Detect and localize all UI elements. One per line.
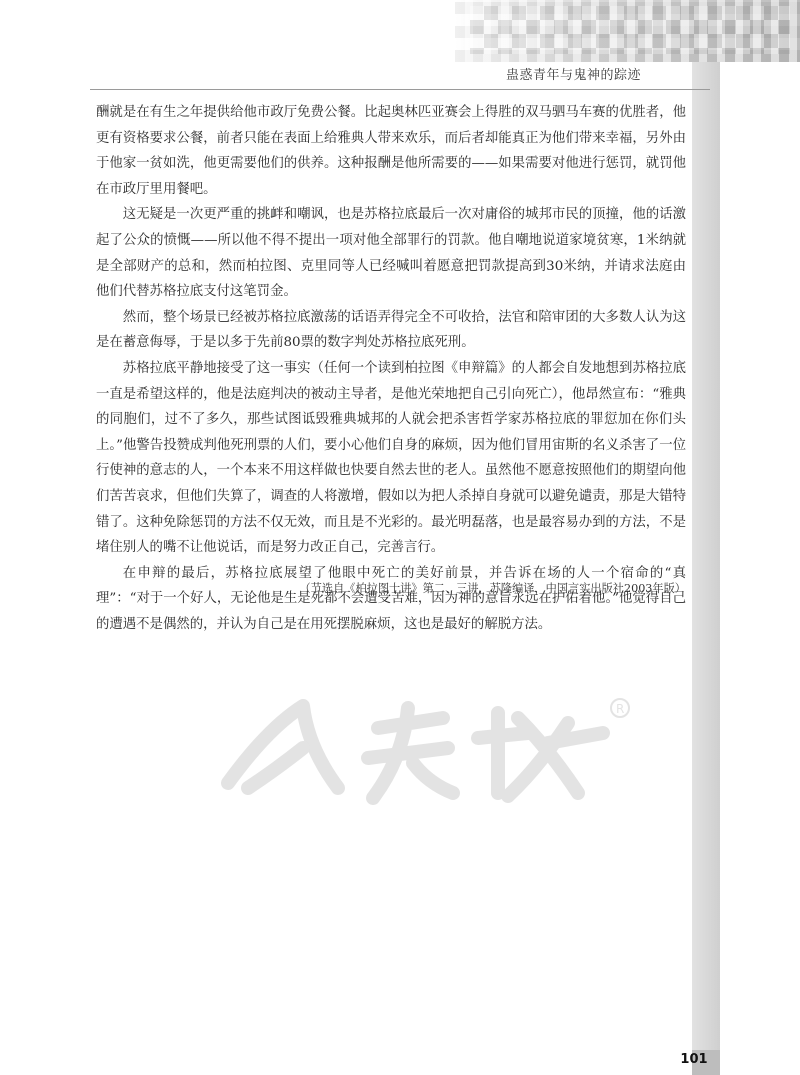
paragraph-2: 这无疑是一次更严重的挑衅和嘲讽，也是苏格拉底最后一次对庸俗的城邦市民的顶撞，他的话激起了公众的愤慨——所以他不得不提出一项对他全部罪行的罚款。他自嘲地说道家境贫寒，1米纳就是全部财产的总和，然而柏拉图、克里同等人已经喊叫着愿意把罚款提高到30米纳，并请求法庭由他们代替苏格拉底支付这笔罚金。	[96, 207, 686, 300]
header-rule	[90, 89, 710, 90]
paragraph-1: 酬就是在有生之年提供给他市政厅免费公餐。比起奥林匹亚赛会上得胜的双马驷马车赛的优胜者，他更有资格要求公餐，前者只能在表面上给雅典人带来欢乐，而后者却能真正为他们带来幸福，另外由于他家一贫如洗，他更需要他们的供养。这种报酬是他所需要的——如果需要对他进行惩罚，就罚他在市政厅里用餐吧。	[96, 105, 686, 197]
paragraph-5: 在申辩的最后，苏格拉底展望了他眼中死亡的美好前景，并告诉在场的人一个宿命的“真理”：“对于一个好人，无论他是生是死都不会遭受苦难，因为神的意旨永远在护佑着他。”他觉得自己的遭遇不是偶然的，并认为自己是在用死摆脱麻烦，这也是最好的解脱方法。	[96, 565, 686, 632]
source-citation: （节选自《柏拉图十讲》第二、三讲，苏隆编译，中国言实出版社2003年版）	[299, 582, 686, 595]
running-title: 蛊惑青年与鬼神的踪迹	[506, 68, 642, 83]
header-checker-pattern	[470, 6, 790, 54]
page-number: 101	[680, 1052, 708, 1067]
paragraph-4: 苏格拉底平静地接受了这一事实（任何一个读到柏拉图《申辩篇》的人都会自发地想到苏格拉底一直是希望这样的，他是法庭判决的被动主导者，是他光荣地把自己引向死亡），他昂然宣布：“雅典的同胞们，过不了多久，那些试图诋毁雅典城邦的人就会把杀害哲学家苏格拉底的罪愆加在你们头上。”他警告投赞成判他死刑票的人们，要小心他们自身的麻烦，因为他们冒用宙斯的名义杀害了一位行使神的意志的人，一个本来不用这样做也快要自然去世的老人。虽然他不愿意按照他们的期望向他们苦苦哀求，但他们失算了，调查的人将激增，假如以为把人杀掉自身就可以避免谴责，那是大错特错了。这种免除惩罚的方法不仅无效，而且是不光彩的。最光明磊落，也是最容易办到的方法，不是堵住别人的嘴不让他说话，而是努力改正自己，完善言行。	[96, 360, 686, 556]
article-body	[96, 100, 686, 637]
publisher-watermark-logo	[208, 688, 638, 808]
paragraph-3: 然而，整个场景已经被苏格拉底激荡的话语弄得完全不可收拾，法官和陪审团的大多数人认为这是在蓄意侮辱，于是以多于先前80票的数字判处苏格拉底死刑。	[96, 309, 686, 351]
outer-margin	[720, 62, 800, 1075]
margin-bar	[692, 62, 720, 1075]
svg-text:R: R	[616, 702, 625, 716]
